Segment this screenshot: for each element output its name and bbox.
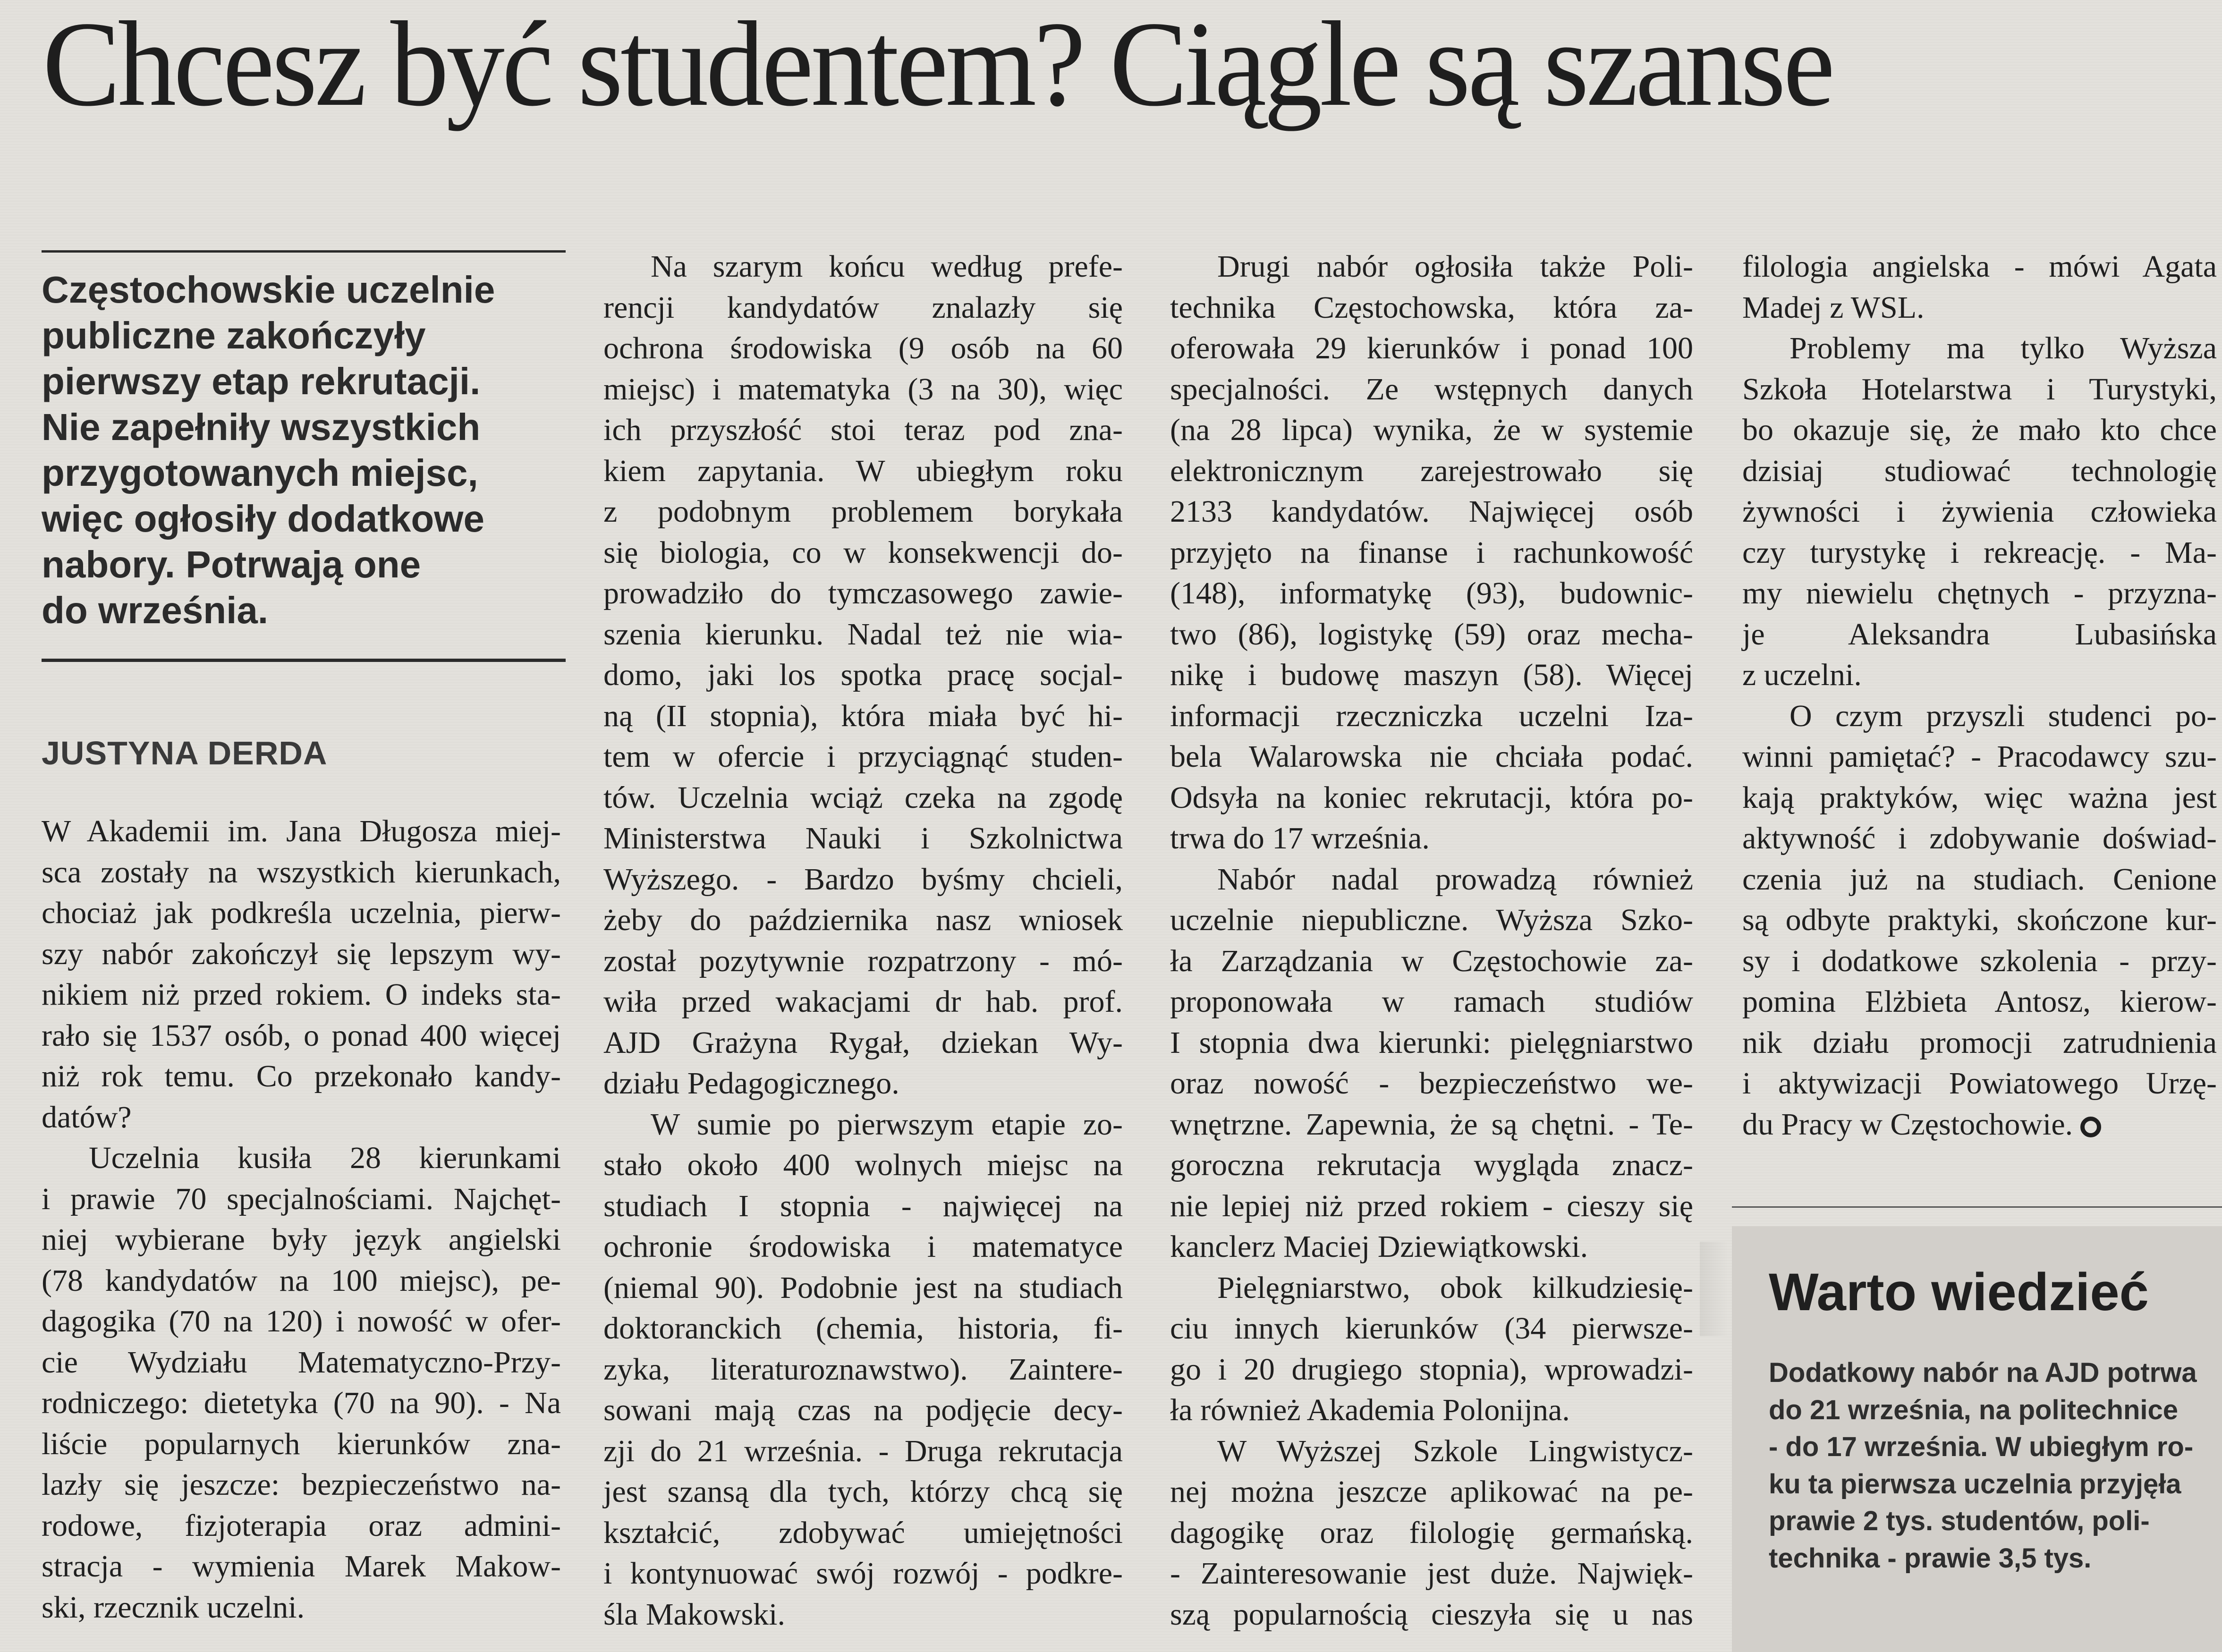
text-line: two (86), logistykę (59) oraz mecha-	[1170, 617, 1693, 652]
text-line: z podobnym problemem borykała	[603, 494, 1123, 529]
text-line: i prawie 70 specjalnościami. Najchęt-	[42, 1181, 561, 1216]
text-line: aktywność i zdobywanie doświad-	[1742, 821, 2217, 856]
text-line: O czym przyszli studenci po-	[1789, 698, 2217, 733]
byline: JUSTYNA DERDA	[42, 735, 328, 771]
text-line: śla Makowski.	[603, 1597, 785, 1632]
end-of-article-mark-icon	[2080, 1117, 2101, 1137]
text-line: oferowała 29 kierunków i ponad 100	[1170, 331, 1693, 365]
text-line: go i 20 drugiego stopnia), wprowadzi-	[1170, 1352, 1693, 1387]
text-line: ski, rzecznik uczelni.	[42, 1590, 305, 1625]
text-line: domo, jaki los spotka pracę socjal-	[603, 658, 1123, 692]
lede-bottom-rule	[42, 659, 566, 662]
text-line: Pielęgniarstwo, obok kilkudziesię-	[1217, 1270, 1693, 1305]
text-line: - Zainteresowanie jest duże. Najwięk-	[1170, 1556, 1693, 1591]
text-line: kształcić, zdobywać umiejętności	[603, 1515, 1123, 1550]
text-line: informacji rzeczniczka uczelni Iza-	[1170, 698, 1693, 733]
text-line: zji do 21 września. - Druga rekrutacja	[603, 1433, 1123, 1468]
text-line: szenia kierunku. Nadal też nie wia-	[603, 617, 1123, 652]
text-line: ochrona środowiska (9 osób na 60	[603, 331, 1123, 365]
text-line: szy nabór zakończył się lepszym wy-	[42, 936, 561, 971]
text-line-content: du Pracy w Częstochowie.	[1742, 1107, 2073, 1142]
text-line: Nabór nadal prowadzą również	[1217, 862, 1693, 897]
lede-line: przygotowanych miejsc,	[42, 452, 478, 494]
text-line: rodowe, fizjoterapia oraz admini-	[42, 1508, 561, 1543]
lede-line: pierwszy etap rekrutacji.	[42, 360, 481, 402]
text-line: tem w ofercie i przyciągnąć studen-	[603, 739, 1123, 774]
sidebar-box-warto-wiedziec	[1732, 1226, 2222, 1652]
text-line: (78 kandydatów na 100 miejsc), pe-	[42, 1263, 561, 1298]
text-line: przyjęto na finanse i rachunkowość	[1170, 535, 1693, 570]
text-line: studiach I stopnia - najwięcej na	[603, 1188, 1123, 1223]
sidebar-line: - do 17 września. W ubiegłym ro-	[1769, 1432, 2194, 1462]
text-line	[1742, 1104, 2217, 1145]
sidebar-line: do 21 września, na politechnice	[1769, 1394, 2179, 1425]
article-column-3	[1170, 246, 1693, 1635]
text-line: prowadziło do tymczasowego zawie-	[603, 576, 1123, 610]
text-line: zyka, literaturoznawstwo). Zaintere-	[603, 1352, 1123, 1387]
lede-line: do września.	[42, 589, 269, 631]
text-line: i aktywizacji Powiatowego Urzę-	[1742, 1066, 2217, 1101]
lede	[42, 267, 566, 633]
text-line: Na szarym końcu według prefe-	[651, 249, 1123, 284]
text-line: nik działu promocji zatrudnienia	[1742, 1025, 2217, 1060]
text-line: ła Zarządzania w Częstochowie za-	[1170, 943, 1693, 978]
lede-line: nabory. Potrwają one	[42, 543, 421, 585]
text-line: został pozytywnie rozpatrzony - mó-	[603, 943, 1123, 978]
text-line: stracja - wymienia Marek Makow-	[42, 1549, 561, 1584]
text-line: 2133 kandydatów. Najwięcej osób	[1170, 494, 1693, 529]
text-line: pomina Elżbieta Antosz, kierow-	[1742, 984, 2217, 1019]
article-column-2	[603, 246, 1123, 1635]
text-line: Drugi nabór ogłosiła także Poli-	[1217, 249, 1693, 284]
text-line: ną (II stopnia), która miała być hi-	[603, 698, 1123, 733]
lede-line: Nie zapełniły wszystkich	[42, 406, 481, 448]
text-line: liście popularnych kierunków zna-	[42, 1426, 561, 1461]
text-line: żywności i żywienia człowieka	[1742, 494, 2217, 529]
text-line: są odbyte praktyki, skończone kur-	[1742, 903, 2217, 937]
text-line: Madej z WSL.	[1742, 290, 1925, 325]
text-line: z uczelni.	[1742, 658, 1862, 692]
text-line: datów?	[42, 1100, 132, 1135]
text-line: (na 28 lipca) wynika, że w systemie	[1170, 413, 1693, 447]
text-line: W sumie po pierwszym etapie zo-	[651, 1107, 1123, 1142]
text-line: ich przyszłość stoi teraz pod zna-	[603, 413, 1123, 447]
text-line: kanclerz Maciej Dziewiątkowski.	[1170, 1229, 1588, 1264]
text-line: doktoranckich (chemia, historia, fi-	[603, 1311, 1123, 1346]
text-line: żeby do października nasz wniosek	[603, 903, 1123, 937]
text-line: wnętrzne. Zapewnia, że są chętni. - Te-	[1170, 1107, 1693, 1142]
text-line: lazły się jeszcze: bezpieczeństwo na-	[42, 1467, 561, 1502]
text-line: winni pamiętać? - Pracodawcy szu-	[1742, 739, 2217, 774]
sidebar-text	[1769, 1355, 2198, 1577]
lede-top-rule	[42, 250, 566, 253]
text-line: je Aleksandra Lubasińska	[1742, 617, 2217, 652]
text-line: cie Wydziału Matematyczno-Przy-	[42, 1345, 561, 1380]
text-line: W Wyższej Szkole Lingwistycz-	[1217, 1433, 1693, 1468]
text-line: (niemal 90). Podobnie jest na studiach	[603, 1270, 1123, 1305]
text-line: W Akademii im. Jana Długosza miej-	[42, 814, 561, 848]
text-line: dagogika (70 na 120) i nowość w ofer-	[42, 1304, 561, 1339]
article-column-4	[1742, 246, 2217, 1145]
text-line: czenia już na studiach. Cenione	[1742, 862, 2217, 897]
sidebar-title: Warto wiedzieć	[1769, 1262, 2149, 1322]
text-line: niż rok temu. Co przekonało kandy-	[42, 1059, 561, 1093]
text-line: AJD Grażyna Rygał, dziekan Wy-	[603, 1025, 1123, 1060]
text-line: szą popularnością cieszyła się u nas	[1170, 1597, 1693, 1632]
text-line: kiem zapytania. W ubiegłym roku	[603, 453, 1123, 488]
text-line: ciu innych kierunków (34 pierwsze-	[1170, 1311, 1693, 1346]
text-line: dzisiaj studiować technologię	[1742, 453, 2217, 488]
text-line: jest szansą dla tych, którzy chcą się	[603, 1474, 1123, 1509]
text-line: (148), informatykę (93), budownic-	[1170, 576, 1693, 610]
text-line: sca zostały na wszystkich kierunkach,	[42, 855, 561, 890]
text-line: tów. Uczelnia wciąż czeka na zgodę	[603, 780, 1123, 815]
headline: Chcesz być studentem? Ciągle są szanse	[42, 0, 1832, 131]
text-line: goroczna rekrutacja wygląda znacz-	[1170, 1148, 1693, 1182]
sidebar-line: Dodatkowy nabór na AJD potrwa	[1769, 1357, 2197, 1388]
text-line: Szkoła Hotelarstwa i Turystyki,	[1742, 372, 2217, 407]
text-line: wiła przed wakacjami dr hab. prof.	[603, 984, 1123, 1019]
text-line: rało się 1537 osób, o ponad 400 więcej	[42, 1018, 561, 1053]
text-line: filologia angielska - mówi Agata	[1742, 249, 2217, 284]
text-line: my niewielu chętnych - przyzna-	[1742, 576, 2217, 610]
text-line: sy i dodatkowe szkolenia - przy-	[1742, 943, 2217, 978]
text-line: ochronie środowiska i matematyce	[603, 1229, 1123, 1264]
text-line: działu Pedagogicznego.	[603, 1066, 899, 1101]
text-line: I stopnia dwa kierunki: pielęgniarstwo	[1170, 1025, 1693, 1060]
text-line: nej można jeszcze aplikować na pe-	[1170, 1474, 1693, 1509]
text-line: ła również Akademia Polonijna.	[1170, 1393, 1570, 1427]
text-line: trwa do 17 września.	[1170, 821, 1430, 856]
show-through-shadow	[1700, 1242, 1728, 1336]
text-line: rencji kandydatów znalazły się	[603, 290, 1123, 325]
text-line: się biologia, co w konsekwencji do-	[603, 535, 1123, 570]
article-column-1	[42, 811, 561, 1628]
text-line: dagogikę oraz filologię germańską.	[1170, 1515, 1693, 1550]
text-line: rodniczego: dietetyka (70 na 90). - Na	[42, 1386, 561, 1420]
text-line: chociaż jak podkreśla uczelnia, pierw-	[42, 896, 561, 930]
text-line: i kontynuować swój rozwój - podkre-	[603, 1556, 1123, 1591]
text-line: specjalności. Ze wstępnych danych	[1170, 372, 1693, 407]
text-line: niej wybierane były język angielski	[42, 1222, 561, 1257]
text-line: stało około 400 wolnych miejsc na	[603, 1148, 1123, 1182]
text-line: elektronicznym zarejestrowało się	[1170, 453, 1693, 488]
text-line: miejsc) i matematyka (3 na 30), więc	[603, 372, 1123, 407]
text-line: bela Walarowska nie chciała podać.	[1170, 739, 1693, 774]
text-line: nikę i budowę maszyn (58). Więcej	[1170, 658, 1693, 692]
text-line: proponowała w ramach studiów	[1170, 984, 1693, 1019]
lede-line: więc ogłosiły dodatkowe	[42, 498, 484, 540]
text-line: nie lepiej niż przed rokiem - cieszy się	[1170, 1188, 1693, 1223]
text-line: Wyższego. - Bardzo byśmy chcieli,	[603, 862, 1123, 897]
text-line: technika Częstochowska, która za-	[1170, 290, 1693, 325]
sidebar-line: technika - prawie 3,5 tys.	[1769, 1542, 2092, 1574]
text-line: oraz nowość - bezpieczeństwo we-	[1170, 1066, 1693, 1101]
text-line: czy turystykę i rekreację. - Ma-	[1742, 535, 2217, 570]
text-line: bo okazuje się, że mało kto chce	[1742, 413, 2217, 447]
text-line: uczelnie niepubliczne. Wyższa Szko-	[1170, 903, 1693, 937]
text-line: kają praktyków, więc ważna jest	[1742, 780, 2217, 815]
lede-line: publiczne zakończyły	[42, 314, 426, 356]
lede-line: Częstochowskie uczelnie	[42, 269, 495, 311]
text-line: nikiem niż przed rokiem. O indeks sta-	[42, 977, 561, 1012]
text-line: Problemy ma tylko Wyższa	[1789, 331, 2217, 365]
sidebar-line: prawie 2 tys. studentów, poli-	[1769, 1506, 2150, 1536]
text-line: sowani mają czas na podjęcie decy-	[603, 1393, 1123, 1427]
text-line: Ministerstwa Nauki i Szkolnictwa	[603, 821, 1123, 856]
sidebar-line: ku ta pierwsza uczelnia przyjęła	[1769, 1468, 2181, 1500]
sidebar-top-rule	[1732, 1206, 2222, 1208]
text-line: Odsyła na koniec rekrutacji, która po-	[1170, 780, 1693, 815]
text-line: Uczelnia kusiła 28 kierunkami	[89, 1141, 561, 1175]
